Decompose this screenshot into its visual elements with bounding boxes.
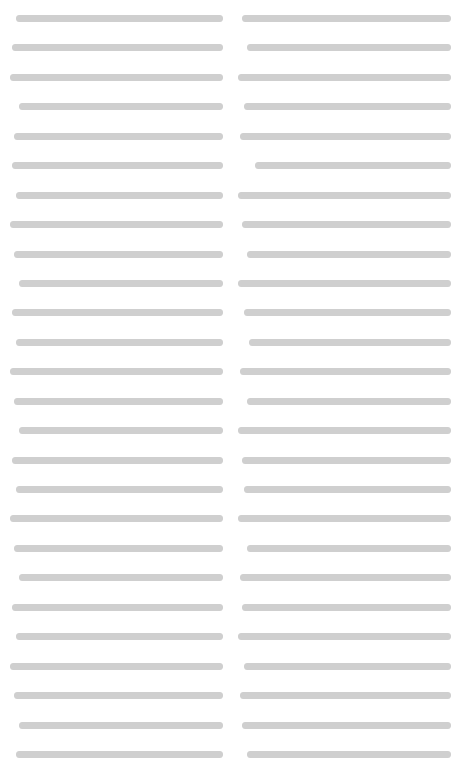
- text-line: [238, 418, 451, 444]
- text-line: [238, 448, 451, 474]
- text-line: [238, 124, 451, 150]
- text-line: [10, 506, 223, 532]
- text-line: [10, 271, 223, 297]
- text-line: [238, 742, 451, 768]
- text-line: [10, 153, 223, 179]
- text-line: [10, 477, 223, 503]
- text-line: [10, 683, 223, 709]
- text-line: [238, 271, 451, 297]
- text-line: [238, 153, 451, 179]
- text-line: [10, 94, 223, 120]
- text-line: [10, 124, 223, 150]
- text-line: [10, 713, 223, 739]
- text-line: [238, 713, 451, 739]
- text-line: [238, 654, 451, 680]
- text-line: [238, 565, 451, 591]
- text-line: [238, 183, 451, 209]
- text-line: [238, 65, 451, 91]
- text-line: [10, 654, 223, 680]
- text-line: [10, 300, 223, 326]
- text-line: [238, 536, 451, 562]
- text-line: [10, 624, 223, 650]
- text-line: [10, 565, 223, 591]
- text-line: [10, 389, 223, 415]
- text-line: [10, 65, 223, 91]
- text-line: [10, 448, 223, 474]
- text-line: [238, 595, 451, 621]
- text-line: [238, 300, 451, 326]
- text-line: [10, 330, 223, 356]
- right-column: [238, 6, 451, 768]
- text-line: [238, 35, 451, 61]
- text-line: [10, 536, 223, 562]
- text-line: [10, 212, 223, 238]
- text-line: [238, 6, 451, 32]
- text-line: [10, 242, 223, 268]
- text-line: [238, 212, 451, 238]
- left-column: [10, 6, 223, 768]
- text-line: [238, 506, 451, 532]
- text-line: [238, 477, 451, 503]
- text-line: [10, 418, 223, 444]
- text-line: [238, 94, 451, 120]
- text-line: [10, 35, 223, 61]
- text-line: [238, 389, 451, 415]
- text-line: [238, 330, 451, 356]
- text-line: [10, 6, 223, 32]
- text-line: [10, 595, 223, 621]
- text-line: [238, 242, 451, 268]
- text-line: [238, 359, 451, 385]
- text-line: [238, 683, 451, 709]
- text-line: [10, 359, 223, 385]
- text-line: [10, 742, 223, 768]
- text-line: [10, 183, 223, 209]
- text-line: [238, 624, 451, 650]
